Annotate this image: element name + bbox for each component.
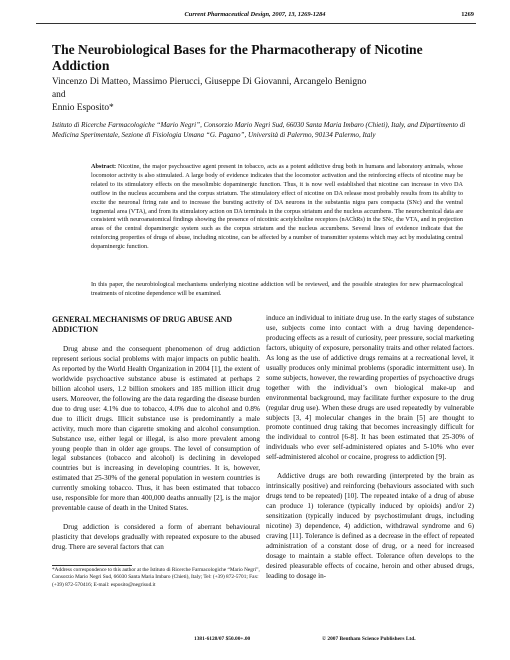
body-paragraph: Drug addiction is considered a form of aberrant behavioural plasticity that develops gradually with repeated exposure to the abused drug. There are several factors that can	[52, 523, 260, 552]
author-list	[52, 76, 382, 115]
journal-citation: Current Pharmaceutical Design, 2007, 13, 1269-1284	[184, 11, 326, 18]
body-paragraph: Drug abuse and the consequent phenomenon of drug addiction represent serious social problems with major impacts on public health. As reported by the World Health Organization in 2004 [1], the extent of worldwide psychoactive substance abuse is estimated at perhaps 2 billion alcohol users, 1.2 billion smokers and 185 million illicit drug users. Moreover, the following are the data regarding the disease burden due to drug use: 4.1% due to tobacco, 4.0% due to alcohol and 0.8% due to illicit drugs. Illicit substance use is predominantly a male activity, much more than cigarette smoking and alcohol consumption. Substance use, either legal or illegal, is also more prevalent among young people than in older age groups. The level of consumption of legal substances (tobacco and alcohol) is declining in developed countries but is increasing in developing countries. It is, however, estimated that 25-30% of the general population in western countries is currently smoking tobacco. Thus, it has been estimated that tobacco use, responsible for more than 400,000 deaths annually [2], is the major preventable cause of death in the United States.	[52, 345, 260, 513]
body-paragraph: Addictive drugs are both rewarding (interpreted by the brain as intrinsically positive) and reinforcing (behaviours associated with such drugs tend to be repeated) [10]. The repeated intake of a drug of abuse can produce 1) tolerance (typically induced by opioids) and/or 2) sensitization (typically induced by psychostimulant drugs, including nicotine) 3) dependence, 4) addiction, withdrawal syndrome and 6) craving [11]. Tolerance is defined as a decrease in the effect of repeated administration of a constant dose of drug, or a need for increased dosage to maintain a stable effect. Tolerance often develops to the desired pleasurable effects of cocaine, heroin and other abused drugs, leading to dosage in-	[266, 472, 474, 580]
header-rule	[36, 23, 476, 24]
section-heading: GENERAL MECHANISMS OF DRUG ABUSE AND ADDICTION	[52, 315, 233, 334]
page-number: 1269	[461, 11, 474, 18]
authors-line-1: Vincenzo Di Matteo, Massimo Pierucci, Giuseppe Di Giovanni, Arcangelo Benigno and	[52, 77, 367, 100]
authors-line-2: Ennio Esposito*	[52, 103, 114, 113]
issn-price: 1381-6128/07 $50.00+.00	[194, 636, 251, 642]
body-paragraph: induce an individual to initiate drug use. In the early stages of substance use, subjects come into contact with a drug having dependence-producing effects as a result of curiosity, peer pressure, social marketing factors, ubiquity of exposure, personality traits and other related factors. As long as the use of addictive drugs remains at a recreational level, it usually produces only minimal problems (sporadic intermittent use). In some subjects, however, the rewarding properties of psychoactive drugs together with the individual’s own biological make-up and environmental background, may facilitate further exposure to the drug (regular drug use). When these drugs are used repeatedly by vulnerable subjects [3, 4] molecular changes in the brain [5] are thought to promote continued drug taking that becomes increasingly difficult for the individual to control [6-8]. It has been estimated that 25-30% of individuals who ever self-administered opiates and 5-10% who ever self-administered alcohol or cocaine, progress to addiction [9].	[266, 314, 474, 462]
paper-title: The Neurobiological Bases for the Pharmacotherapy of Nicotine Addiction	[52, 42, 423, 73]
right-column	[266, 314, 474, 582]
abstract-label: Abstract:	[91, 163, 117, 170]
intro-paragraph: In this paper, the neurobiological mechanisms underlying nicotine addiction will be reviewed, and the possible strategies for new pharmacological treatments of nicotine dependence will be examined.	[91, 281, 463, 297]
abstract-text: Nicotine, the major psychoactive agent present in tobacco, acts as a potent addictive drug both in humans and laboratory animals, whose locomotor activity is also stimulated. A large body of evidence indicates that the locomotor activation and the reinforcing effects of nicotine may be related to its stimulatory effects on the mesolimbic dopaminergic function. Thus, it is now well established that nicotine can increase in vivo DA outflow in the nucleus accumbens and the corpus striatum. The stimulatory effect of nicotine on DA release most probably results from its ability to excite the neuronal firing rate and to increase the bursting activity of DA neurons in the substantia nigra pars compacta (SNc) and the ventral tegmental area (VTA), and from its stimulatory action on DA terminals in the corpus striatum and the nucleus accumbens. The neurochemical data are consistent with neuroanatomical findings showing the presence of nicotinic acetylcholine receptors (nAChRs) in the SNc, the VTA, and in projection areas of the central dopaminergic system such as the corpus striatum and the nucleus accumbens. Several lines of evidence indicate that the reinforcing properties of drugs of abuse, including nicotine, can be affected by a number of transmitter systems which may act by modulating central dopaminergic function.	[91, 163, 464, 251]
affiliation: Istituto di Ricerche Farmacologiche “Mario Negri”, Consorzio Mario Negri Sud, 66030 Santa Maria Imbaro (Chieti), Italy, and Dipartimento di Medicina Sperimentale, Sezione di Fisiologia Umana “G. Pagano”, Università di Palermo, 90134 Palermo, Italy	[52, 121, 466, 139]
copyright-notice: © 2007 Bentham Science Publishers Ltd.	[322, 636, 416, 642]
footnote-rule	[52, 565, 132, 566]
abstract	[91, 163, 463, 252]
left-column	[52, 315, 260, 553]
correspondence-footnote: *Address correspondence to this author at the Istituto di Ricerche Farmacologiche “Mario Negri”, Consorzio Mario Negri Sud, 66030 Santa Maria Imbaro (Chieti), Italy; Tel: (+39) 872-5701; Fax: (+39) 872-570416; E-mail: esposito@negrisud.it	[52, 567, 260, 588]
